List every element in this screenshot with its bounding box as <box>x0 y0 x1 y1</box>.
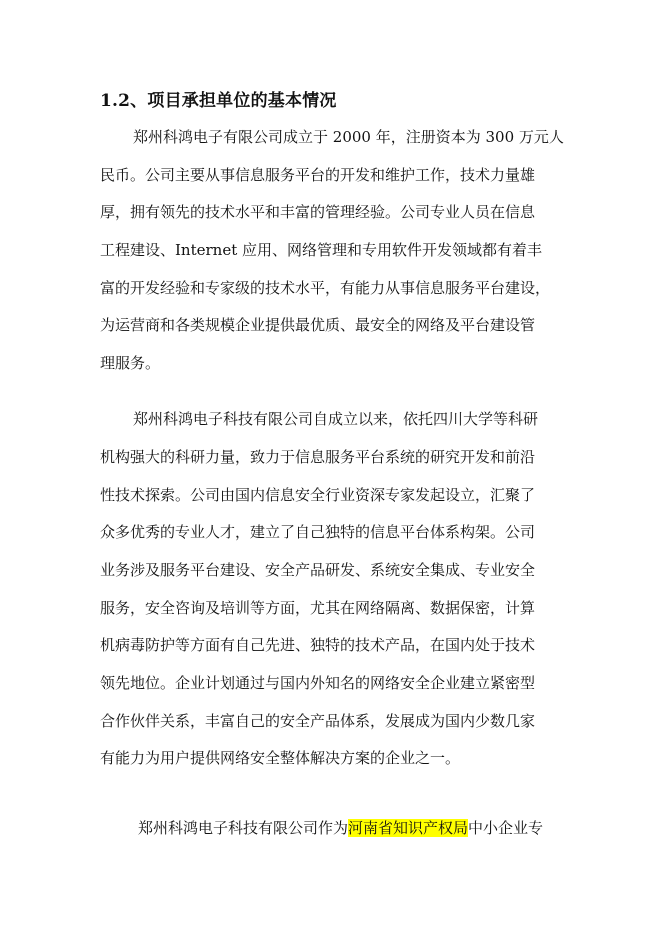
paragraph2-line-1: 郑州科鸿电子科技有限公司自成立以来，依托四川大学等科研 <box>133 410 539 428</box>
section-heading: 1.2、项目承担单位的基本情况 <box>100 91 337 111</box>
paragraph2-line-2: 机构强大的科研力量，致力于信息服务平台系统的研究开发和前沿 <box>100 448 536 466</box>
paragraph1-line-4: 工程建设、Internet 应用、网络管理和专用软件开发领域都有着丰 <box>100 241 542 259</box>
paragraph2-line-4: 众多优秀的专业人才，建立了自己独特的信息平台体系构架。公司 <box>100 523 536 541</box>
paragraph1-line-2: 民币。公司主要从事信息服务平台的开发和维护工作，技术力量雄 <box>100 166 536 184</box>
paragraph2-line-3: 性技术探索。公司由国内信息安全行业资深专家发起设立，汇聚了 <box>100 486 536 504</box>
paragraph3-line-1 <box>138 818 543 838</box>
paragraph2-line-10: 有能力为用户提供网络安全整体解决方案的企业之一。 <box>100 749 461 767</box>
paragraph1-line-7: 理服务。 <box>100 354 161 372</box>
paragraph2-line-5: 业务涉及服务平台建设、安全产品研发、系统安全集成、专业安全 <box>100 561 536 579</box>
paragraph1-line-1: 郑州科鸿电子有限公司成立于 2000 年，注册资本为 300 万元人 <box>133 128 564 146</box>
paragraph3-text-after: 中小企业专 <box>468 819 544 837</box>
paragraph1-line-5: 富的开发经验和专家级的技术水平，有能力从事信息服务平台建设， <box>100 279 551 297</box>
paragraph1-line-3: 厚，拥有领先的技术水平和丰富的管理经验。公司专业人员在信息 <box>100 203 536 221</box>
paragraph2-line-9: 合作伙伴关系，丰富自己的安全产品体系，发展成为国内少数几家 <box>100 712 536 730</box>
paragraph2-line-7: 机病毒防护等方面有自己先进、独特的技术产品，在国内处于技术 <box>100 636 536 654</box>
paragraph1-line-6: 为运营商和各类规模企业提供最优质、最安全的网络及平台建设管 <box>100 316 536 334</box>
paragraph2-line-6: 服务，安全咨询及培训等方面，尤其在网络隔离、数据保密，计算 <box>100 599 536 617</box>
paragraph2-line-8: 领先地位。企业计划通过与国内外知名的网络安全企业建立紧密型 <box>100 674 536 692</box>
paragraph3-text-before: 郑州科鸿电子科技有限公司作为 <box>138 819 349 837</box>
highlighted-text: 河南省知识产权局 <box>348 819 469 837</box>
